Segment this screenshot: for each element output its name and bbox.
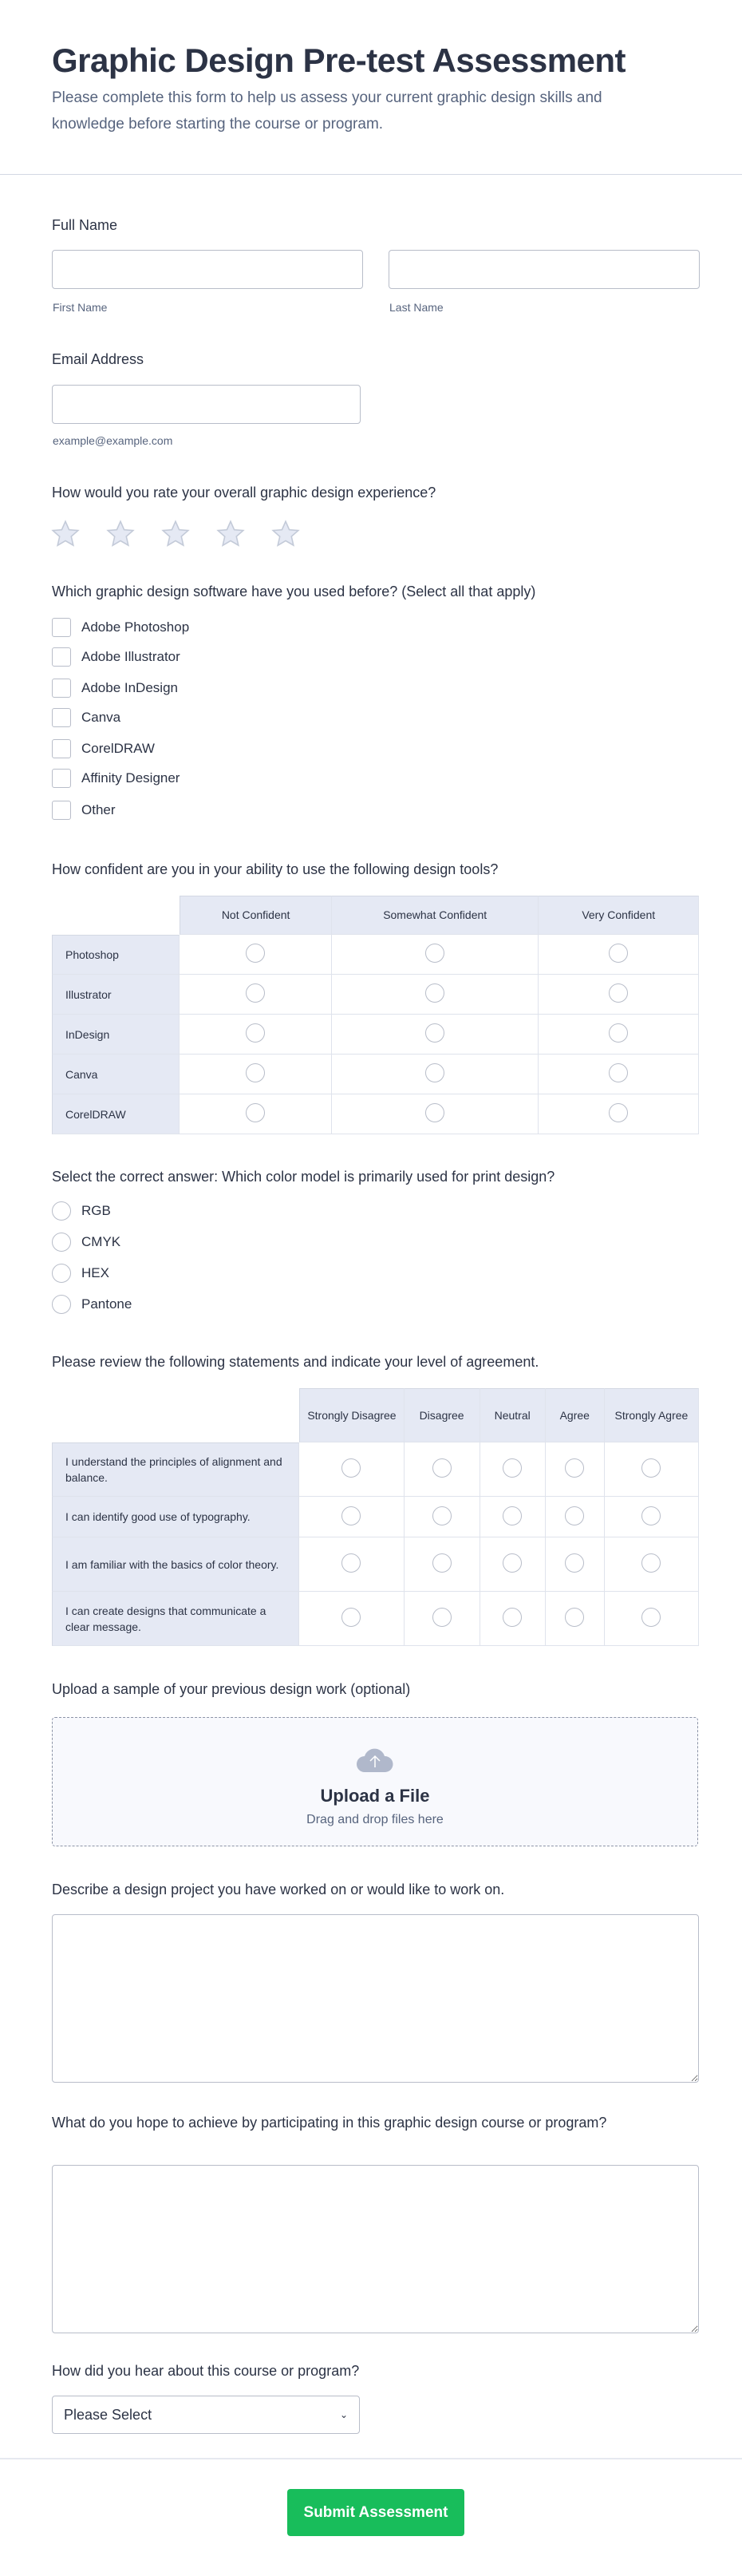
star-icon[interactable] <box>50 519 81 549</box>
matrix-cell <box>546 1537 605 1592</box>
matrix-row-label: I understand the principles of alignment and balance. <box>52 1442 299 1497</box>
checkbox-label: Adobe Illustrator <box>81 649 180 664</box>
matrix-cell <box>299 1497 404 1537</box>
email-input[interactable] <box>52 385 361 424</box>
matrix-row-label: InDesign <box>52 1015 180 1055</box>
radio-button[interactable] <box>503 1506 522 1525</box>
matrix-cell <box>299 1592 404 1646</box>
radio-button[interactable] <box>565 1608 584 1627</box>
checkbox[interactable] <box>52 618 71 637</box>
matrix-column-header: Strongly Disagree <box>299 1388 404 1442</box>
checkbox-label: Canva <box>81 710 121 725</box>
radio-button[interactable] <box>425 983 444 1003</box>
radio-button[interactable] <box>609 983 628 1003</box>
hope-label: What do you hope to achieve by participating in this graphic design course or program? <box>52 2115 607 2131</box>
radio-button[interactable] <box>432 1458 452 1478</box>
email-hint: example@example.com <box>53 434 173 447</box>
star-icon[interactable] <box>105 519 136 549</box>
describe-textarea[interactable] <box>52 1914 699 2083</box>
matrix-cell <box>480 1537 546 1592</box>
checkbox-label: Other <box>81 802 116 817</box>
matrix-cell <box>539 1015 699 1055</box>
matrix-cell <box>332 975 539 1015</box>
radio-button[interactable] <box>641 1506 661 1525</box>
matrix-cell <box>405 1537 480 1592</box>
matrix-column-header: Not Confident <box>180 896 331 935</box>
checkbox-option[interactable] <box>52 769 180 788</box>
radio-button[interactable] <box>52 1295 71 1314</box>
radio-label: CMYK <box>81 1234 121 1249</box>
matrix-cell <box>605 1592 699 1646</box>
matrix-column-header: Strongly Agree <box>605 1388 699 1442</box>
matrix-corner <box>52 1388 299 1442</box>
matrix-column-header: Somewhat Confident <box>332 896 539 935</box>
matrix-cell <box>546 1442 605 1497</box>
table-row <box>52 1537 699 1592</box>
radio-button[interactable] <box>246 1103 265 1122</box>
rating-label: How would you rate your overall graphic design experience? <box>52 485 436 501</box>
matrix-cell <box>539 935 699 975</box>
matrix-row-label: Canva <box>52 1055 180 1094</box>
radio-option[interactable] <box>52 1233 120 1252</box>
checkbox[interactable] <box>52 708 71 727</box>
matrix-cell <box>605 1497 699 1537</box>
matrix-row-label: CorelDRAW <box>52 1094 180 1134</box>
radio-button[interactable] <box>246 1023 265 1043</box>
matrix-cell <box>180 1015 331 1055</box>
matrix-cell <box>539 1055 699 1094</box>
table-row <box>52 1497 699 1537</box>
email-label: Email Address <box>52 351 144 367</box>
radio-button[interactable] <box>503 1608 522 1627</box>
last-name-input[interactable] <box>389 250 700 289</box>
matrix-cell <box>546 1592 605 1646</box>
page-subtitle: Please complete this form to help us assess your current graphic design skills and knowledge before starting the course or program. <box>52 89 602 133</box>
checkbox-option[interactable] <box>52 708 120 727</box>
matrix-cell <box>539 1094 699 1134</box>
matrix-row-label: I am familiar with the basics of color theory. <box>52 1537 299 1592</box>
star-icon[interactable] <box>215 519 246 549</box>
radio-button[interactable] <box>641 1458 661 1478</box>
checkbox[interactable] <box>52 769 71 788</box>
star-rating <box>50 519 301 549</box>
matrix-cell <box>546 1497 605 1537</box>
matrix-cell <box>180 975 331 1015</box>
matrix-row-label: Illustrator <box>52 975 180 1015</box>
radio-button[interactable] <box>641 1608 661 1627</box>
divider <box>0 174 742 175</box>
checkbox-label: Affinity Designer <box>81 770 180 785</box>
radio-label: HEX <box>81 1265 109 1280</box>
chevron-down-icon: ⌄ <box>339 2409 348 2420</box>
checkbox[interactable] <box>52 739 71 758</box>
radio-button[interactable] <box>425 1023 444 1043</box>
matrix-corner <box>52 896 180 935</box>
radio-button[interactable] <box>52 1233 71 1252</box>
checkbox-option[interactable] <box>52 647 180 667</box>
checkbox-option[interactable] <box>52 739 155 758</box>
radio-button[interactable] <box>52 1264 71 1283</box>
matrix-column-header: Very Confident <box>539 896 699 935</box>
matrix-cell <box>180 1094 331 1134</box>
hear-label: How did you hear about this course or program? <box>52 2363 360 2379</box>
radio-label: RGB <box>81 1203 111 1218</box>
radio-button[interactable] <box>341 1608 361 1627</box>
checkbox[interactable] <box>52 647 71 667</box>
matrix-column-header: Neutral <box>480 1388 546 1442</box>
radio-option[interactable] <box>52 1295 132 1314</box>
table-row <box>52 1015 699 1055</box>
checkbox-label: Adobe InDesign <box>81 680 178 695</box>
footer-divider <box>0 2458 742 2459</box>
page-title: Graphic Design Pre-test Assessment <box>52 42 626 79</box>
radio-button[interactable] <box>246 944 265 963</box>
matrix-cell <box>180 935 331 975</box>
agreement-label: Please review the following statements and indicate your level of agreement. <box>52 1354 539 1370</box>
upload-dropzone[interactable] <box>52 1717 698 1846</box>
matrix-cell <box>480 1442 546 1497</box>
table-row <box>52 935 699 975</box>
table-row <box>52 975 699 1015</box>
checkbox[interactable] <box>52 679 71 698</box>
radio-button[interactable] <box>432 1553 452 1573</box>
radio-button[interactable] <box>425 1103 444 1122</box>
radio-option[interactable] <box>52 1264 109 1283</box>
matrix-cell <box>539 975 699 1015</box>
radio-button[interactable] <box>341 1553 361 1573</box>
radio-button[interactable] <box>609 1063 628 1082</box>
full-name-label: Full Name <box>52 217 118 233</box>
radio-button[interactable] <box>609 1023 628 1043</box>
upload-title: Upload a File <box>320 1786 430 1806</box>
radio-button[interactable] <box>246 983 265 1003</box>
matrix-cell <box>605 1537 699 1592</box>
confidence-label: How confident are you in your ability to use the following design tools? <box>52 861 499 877</box>
matrix-header-row <box>52 896 699 935</box>
cloud-upload-icon <box>355 1745 395 1774</box>
star-icon[interactable] <box>160 519 191 549</box>
radio-button[interactable] <box>425 1063 444 1082</box>
matrix-header-row <box>52 1388 699 1442</box>
checkbox-label: Adobe Photoshop <box>81 619 190 635</box>
radio-button[interactable] <box>565 1553 584 1573</box>
matrix-row-label: I can create designs that communicate a clear message. <box>52 1592 299 1646</box>
first-name-input[interactable] <box>52 250 363 289</box>
checkbox[interactable] <box>52 801 71 820</box>
upload-hint: Drag and drop files here <box>306 1813 444 1826</box>
first-name-sublabel: First Name <box>53 301 108 314</box>
radio-button[interactable] <box>341 1506 361 1525</box>
matrix-cell <box>480 1592 546 1646</box>
radio-button[interactable] <box>432 1506 452 1525</box>
radio-button[interactable] <box>246 1063 265 1082</box>
radio-button[interactable] <box>425 944 444 963</box>
radio-button[interactable] <box>565 1458 584 1478</box>
hear-select[interactable] <box>52 2396 360 2434</box>
color-model-label: Select the correct answer: Which color model is primarily used for print design? <box>52 1169 555 1185</box>
radio-button[interactable] <box>341 1458 361 1478</box>
matrix-cell <box>605 1442 699 1497</box>
table-row <box>52 1094 699 1134</box>
last-name-sublabel: Last Name <box>389 301 444 314</box>
radio-button[interactable] <box>565 1506 584 1525</box>
describe-label: Describe a design project you have worked on or would like to work on. <box>52 1882 505 1897</box>
upload-label: Upload a sample of your previous design work (optional) <box>52 1681 411 1697</box>
matrix-cell <box>480 1497 546 1537</box>
matrix-cell <box>332 935 539 975</box>
star-icon[interactable] <box>270 519 301 549</box>
matrix-row-label: I can identify good use of typography. <box>52 1497 299 1537</box>
radio-button[interactable] <box>609 944 628 963</box>
submit-button[interactable]: Submit Assessment <box>287 2489 464 2536</box>
software-label: Which graphic design software have you used before? (Select all that apply) <box>52 584 536 599</box>
table-row <box>52 1442 699 1497</box>
matrix-cell <box>299 1442 404 1497</box>
radio-button[interactable] <box>432 1608 452 1627</box>
radio-label: Pantone <box>81 1296 132 1312</box>
radio-button[interactable] <box>52 1201 71 1221</box>
radio-button[interactable] <box>503 1553 522 1573</box>
matrix-cell <box>332 1015 539 1055</box>
matrix-cell <box>332 1055 539 1094</box>
matrix-row-label: Photoshop <box>52 935 180 975</box>
table-row <box>52 1055 699 1094</box>
table-row <box>52 1592 699 1646</box>
radio-option[interactable] <box>52 1201 111 1221</box>
checkbox-option[interactable] <box>52 801 116 820</box>
matrix-cell <box>405 1592 480 1646</box>
checkbox-option[interactable] <box>52 618 189 637</box>
matrix-cell <box>405 1497 480 1537</box>
matrix-cell <box>299 1537 404 1592</box>
agreement-matrix <box>52 1388 699 1646</box>
hear-select-value: Please Select <box>64 2406 152 2423</box>
checkbox-label: CorelDRAW <box>81 741 155 756</box>
confidence-matrix <box>52 896 699 1134</box>
radio-button[interactable] <box>641 1553 661 1573</box>
matrix-cell <box>405 1442 480 1497</box>
matrix-column-header: Disagree <box>405 1388 480 1442</box>
radio-button[interactable] <box>609 1103 628 1122</box>
matrix-cell <box>180 1055 331 1094</box>
hope-textarea[interactable] <box>52 2165 699 2333</box>
matrix-cell <box>332 1094 539 1134</box>
radio-button[interactable] <box>503 1458 522 1478</box>
matrix-column-header: Agree <box>546 1388 605 1442</box>
checkbox-option[interactable] <box>52 679 178 698</box>
